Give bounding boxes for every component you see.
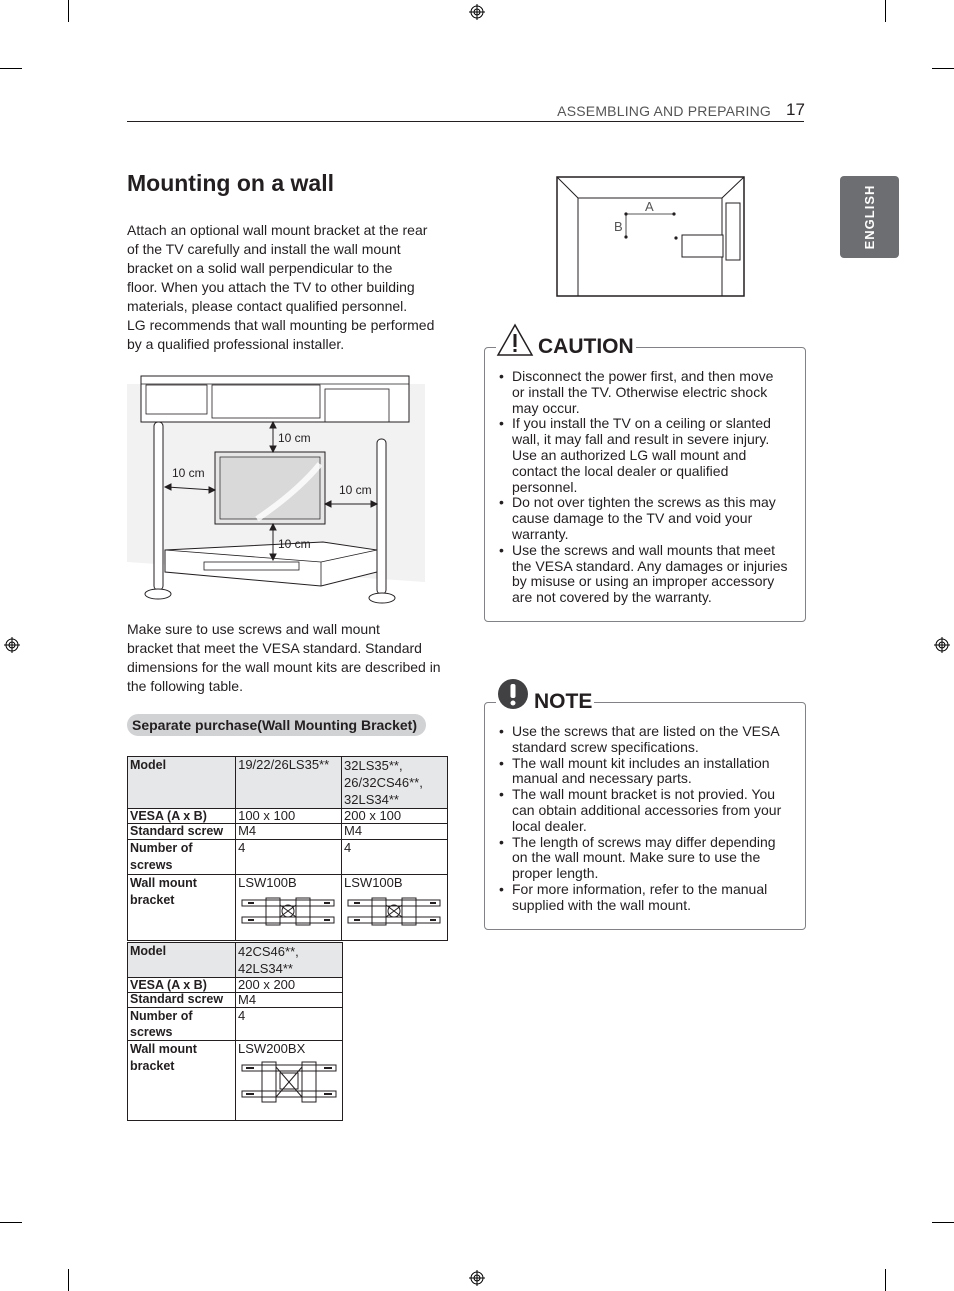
screw-count-value: 4 [236,1008,343,1041]
crop-mark [885,0,886,22]
text-line: warranty. [512,525,569,542]
text-line: proper length. [512,865,599,882]
text-line: the following table. [127,678,243,694]
screw-count-value: 4 [342,840,448,875]
page-title: Mounting on a wall [127,170,334,196]
table-row [128,824,448,840]
text-line: • The wall mount kit includes an installation [512,754,770,771]
text-line: standard screw specifications. [512,738,699,755]
crop-mark [68,0,69,22]
registration-mark-icon [934,637,950,653]
label-line: Number of [130,1009,193,1023]
screw-value: M4 [236,993,343,1008]
table-row [128,1008,343,1041]
note-list [497,724,797,914]
text-line: LG recommends that wall mounting be performed [127,317,435,333]
note-box [484,702,806,930]
list-item [497,369,797,416]
text-line: • If you install the TV on a ceiling or slanted [512,415,771,432]
warning-triangle-icon [496,323,534,357]
text-line: cause damage to the TV and void your [512,510,753,527]
text-line: or install the TV. Otherwise electric shock [512,383,768,400]
caution-box [484,347,806,622]
screw-count-label [128,840,236,875]
bracket-image [240,895,336,929]
text-line: dimensions for the wall mount kits are described in [127,659,441,675]
model-label: Model [128,943,236,978]
text-line: • The length of screws may differ depending [512,833,776,850]
bracket-cell [342,875,448,941]
list-item [497,724,797,756]
page-number: 17 [786,100,805,119]
text-line: bracket on a solid wall perpendicular to the [127,260,393,276]
text-line: • The wall mount bracket is not provied. You [512,786,776,803]
language-tab [840,176,899,258]
bracket-model: LSW100B [238,875,297,890]
vesa-value: 200 x 200 [236,978,343,993]
bracket-image [240,1059,338,1105]
table-row [128,1041,343,1121]
list-item [497,416,797,495]
model-line: 26/32CS46**, [344,775,423,790]
exclamation-icon [496,678,530,712]
bracket-image [346,895,442,929]
crop-mark [932,68,954,69]
vesa-label: VESA (A x B) [128,809,236,824]
clearance-label-top: 10 cm [278,431,311,445]
table-row [128,875,448,941]
caution-list [497,369,797,606]
text-line: • Use the screws and wall mounts that meet [512,541,776,558]
label-line: screws [130,1025,173,1039]
crop-mark [932,1222,954,1223]
table-row [128,757,448,809]
model-line: 42LS34** [238,961,293,976]
vesa-paragraph [127,620,441,696]
text-line: Attach an optional wall mount bracket at the rear [127,222,428,238]
vesa-value: 100 x 100 [236,809,342,824]
screw-count-value: 4 [236,840,342,875]
text-line: manual and necessary parts. [512,770,692,787]
text-line: supplied with the wall mount. [512,896,691,913]
text-line: floor. When you attach the TV to other building [127,279,415,295]
caution-header [496,323,634,359]
table-row [128,993,343,1008]
spec-table-2 [127,942,343,1121]
registration-mark-icon [469,4,485,20]
label-line: screws [130,858,173,872]
screw-label: Standard screw [128,824,236,840]
dimension-label-b: B [614,219,623,234]
text-line: by a qualified professional installer. [127,336,345,352]
label-line: bracket [130,893,175,907]
label-line: Wall mount [130,1042,197,1056]
clearance-label-left: 10 cm [172,466,205,480]
vesa-value: 200 x 100 [342,809,448,824]
label-line: Wall mount [130,876,197,890]
model-value [342,757,448,809]
text-line: the VESA standard. Any damages or injuries [512,557,788,574]
section-name: ASSEMBLING AND PREPARING [557,103,771,119]
model-line: 32LS35**, [344,758,403,773]
text-line: wall, it may fall and result in severe injury. [512,431,770,448]
tv-back-diagram [556,176,746,298]
text-line: • Use the screws that are listed on the VESA [512,723,780,739]
text-line: • Do not over tighten the screws as this may [512,494,776,511]
screw-value: M4 [342,824,448,840]
text-line: • For more information, refer to the manual [512,880,768,897]
list-item [497,835,797,882]
text-line: bracket that meet the VESA standard. Standard [127,640,422,656]
label-line: Number of [130,841,193,855]
clearance-label-bottom: 10 cm [278,537,311,551]
bracket-cell [236,875,342,941]
model-line: 32LS34** [344,792,399,807]
model-line: 42CS46**, [238,944,299,959]
note-header [496,678,593,714]
screw-count-label [128,1008,236,1041]
caution-title: CAUTION [538,335,634,358]
text-line: may occur. [512,399,580,416]
text-line: by misuse or using an improper accessory [512,573,775,590]
text-line: of the TV carefully and install the wall mount [127,241,401,257]
bracket-cell [236,1041,343,1121]
clearance-label-right: 10 cm [339,483,372,497]
dimension-label-a: A [645,199,654,214]
screw-value: M4 [236,824,342,840]
screw-label: Standard screw [128,993,236,1008]
crop-mark [885,1269,886,1291]
list-item [497,787,797,834]
model-value: 19/22/26LS35** [236,757,342,809]
spec-table-1 [127,756,448,941]
text-line: personnel. [512,478,578,495]
table-row [128,943,343,978]
label-line: bracket [130,1059,175,1073]
registration-mark-icon [4,637,20,653]
language-label: ENGLISH [862,184,877,250]
registration-mark-icon [469,1270,485,1286]
crop-mark [68,1269,69,1291]
model-value [236,943,343,978]
list-item [497,495,797,542]
table-row [128,809,448,824]
model-label: Model [128,757,236,809]
text-line: materials, please contact qualified personnel. [127,298,408,314]
header-divider [127,121,804,122]
text-line: Make sure to use screws and wall mount [127,621,380,637]
text-line: can obtain additional accessories from your [512,801,782,818]
bracket-model: LSW200BX [238,1041,306,1056]
text-line: on the wall mount. Make sure to use the [512,849,761,866]
list-item [497,543,797,606]
note-title: NOTE [534,690,593,713]
crop-mark [0,68,22,69]
intro-paragraph [127,221,434,354]
table-row [128,840,448,875]
bracket-model: LSW100B [344,875,403,890]
table-row [128,978,343,993]
text-line: local dealer. [512,817,587,834]
wall-mount-illustration [127,372,427,608]
bracket-label [128,875,236,941]
crop-mark [0,1222,22,1223]
text-line: contact the local dealer or qualified [512,462,729,479]
text-line: Use an authorized LG wall mount and [512,446,747,463]
text-line: • Disconnect the power first, and then move [512,368,774,384]
text-line: are not covered by the warranty. [512,589,712,606]
list-item [497,756,797,788]
separate-purchase-heading: Separate purchase(Wall Mounting Bracket) [127,714,426,736]
list-item [497,882,797,914]
vesa-label: VESA (A x B) [128,978,236,993]
bracket-label [128,1041,236,1121]
